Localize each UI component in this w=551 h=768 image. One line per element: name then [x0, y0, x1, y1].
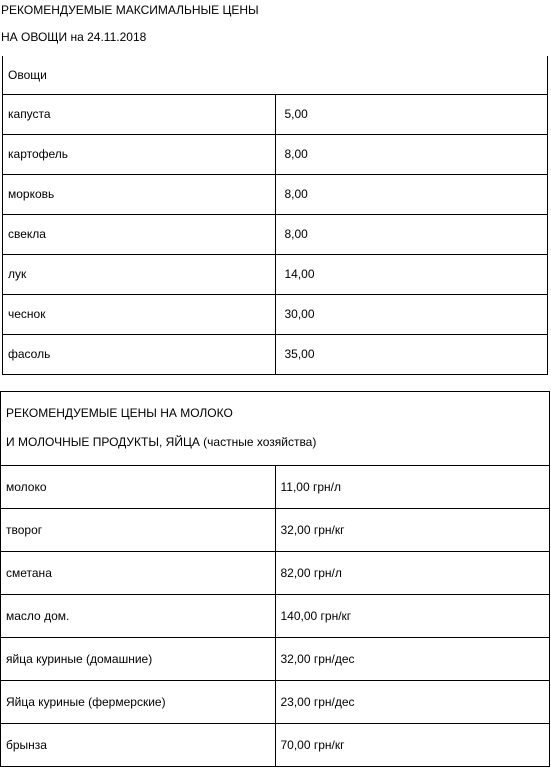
product-name: лук: [3, 254, 276, 294]
table-row: [3, 294, 548, 334]
product-price: 23,00 грн/дес: [275, 681, 550, 724]
table-row: [1, 466, 550, 509]
product-price: 8,00: [275, 214, 548, 254]
product-price: 35,00: [275, 334, 548, 374]
table-row: [3, 94, 548, 134]
dairy-header-line-1: РЕКОМЕНДУЕМЫЕ ЦЕНЫ НА МОЛОКО: [6, 406, 233, 420]
table-row: [1, 595, 550, 638]
table-row: [3, 214, 548, 254]
table-header-row: [3, 56, 548, 94]
table-row: [1, 724, 550, 767]
product-price: 8,00: [275, 134, 548, 174]
table-row: [3, 254, 548, 294]
table-header-row: [1, 392, 550, 466]
table-row: [1, 509, 550, 552]
product-name: молоко: [1, 466, 276, 509]
product-name: брынза: [1, 724, 276, 767]
product-name: Яйца куриные (фермерские): [1, 681, 276, 724]
table-row: [1, 552, 550, 595]
product-name: капуста: [3, 94, 276, 134]
dairy-header: [1, 392, 550, 466]
product-price: 11,00 грн/л: [275, 466, 550, 509]
table-row: [3, 334, 548, 374]
dairy-header-line-2: И МОЛОЧНЫЕ ПРОДУКТЫ, ЯЙЦА (частные хозяйства): [6, 435, 317, 449]
product-name: картофель: [3, 134, 276, 174]
product-price: 14,00: [275, 254, 548, 294]
vegetables-header: Овощи: [3, 56, 548, 94]
dairy-price-table: [0, 391, 550, 767]
table-row: [3, 134, 548, 174]
product-price: 82,00 грн/л: [275, 552, 550, 595]
product-name: яйца куриные (домашние): [1, 638, 276, 681]
product-price: 32,00 грн/кг: [275, 509, 550, 552]
table-row: [3, 174, 548, 214]
product-name: фасоль: [3, 334, 276, 374]
table-row: [1, 681, 550, 724]
title-line-1: РЕКОМЕНДУЕМЫЕ МАКСИМАЛЬНЫЕ ЦЕНЫ: [1, 3, 259, 17]
product-name: морковь: [3, 174, 276, 214]
product-price: 5,00: [275, 94, 548, 134]
product-price: 30,00: [275, 294, 548, 334]
product-name: творог: [1, 509, 276, 552]
product-name: сметана: [1, 552, 276, 595]
product-price: 8,00: [275, 174, 548, 214]
table-row: [1, 638, 550, 681]
product-name: свекла: [3, 214, 276, 254]
title-line-2: НА ОВОЩИ на 24.11.2018: [1, 30, 147, 44]
product-price: 70,00 грн/кг: [275, 724, 550, 767]
product-price: 140,00 грн/кг: [275, 595, 550, 638]
product-price: 32,00 грн/дес: [275, 638, 550, 681]
product-name: масло дом.: [1, 595, 276, 638]
vegetables-price-table: [2, 56, 548, 375]
product-name: чеснок: [3, 294, 276, 334]
